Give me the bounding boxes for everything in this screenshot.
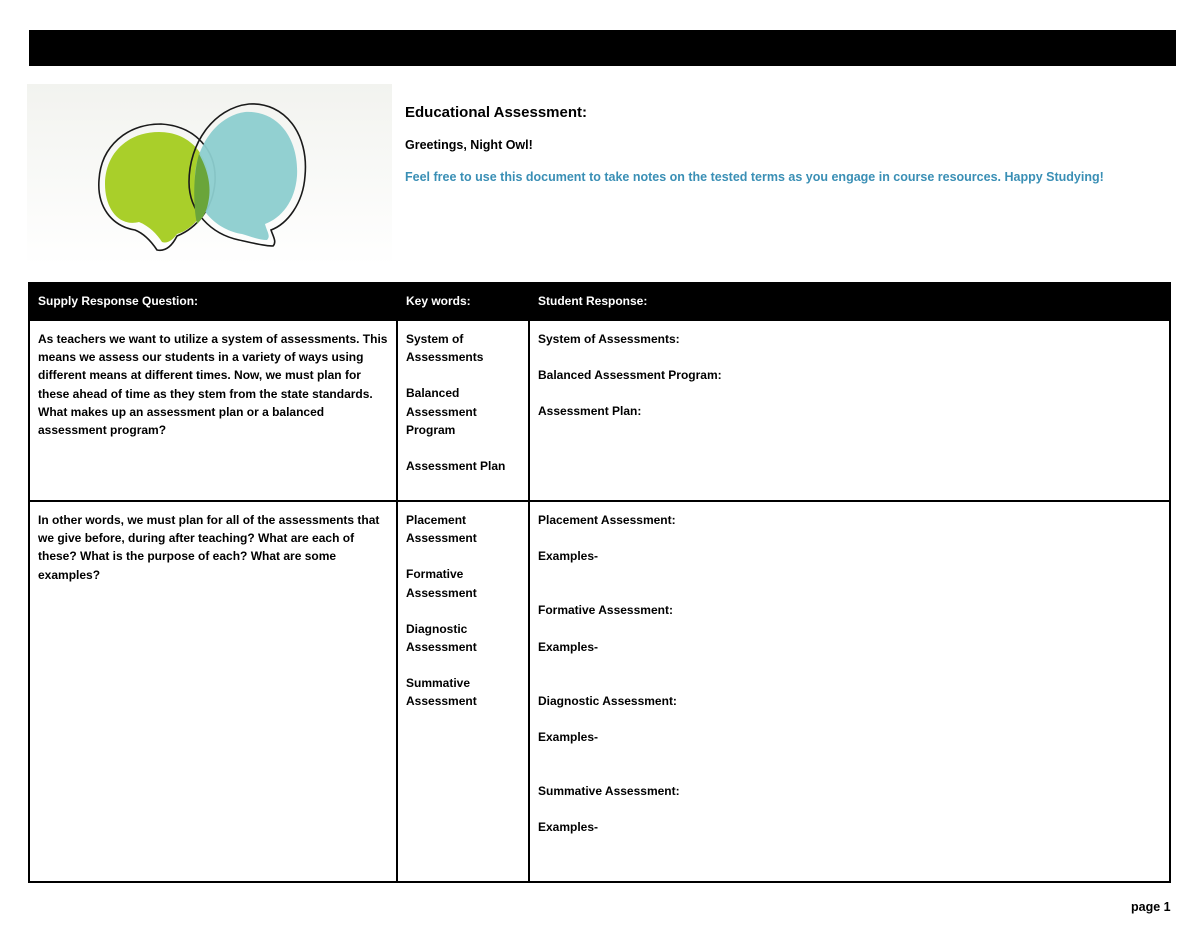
page-number: page 1 — [1131, 900, 1171, 914]
column-header-keywords: Key words: — [397, 282, 529, 320]
question-table — [28, 282, 1171, 883]
response-cell[interactable] — [529, 501, 1170, 882]
keyword: Summative Assessment — [406, 676, 477, 709]
response-label: Balanced Assessment Program: — [538, 368, 722, 383]
keywords-cell — [397, 320, 529, 501]
response-label: Placement Assessment: — [538, 513, 676, 527]
keyword: Balanced Assessment Program — [406, 386, 477, 437]
table-header-row — [29, 282, 1170, 320]
question-cell: In other words, we must plan for all of the assessments that we give before, during after teaching? What are each of these? What is the purpose of each? What are some examples? — [29, 501, 397, 882]
column-header-response: Student Response: — [529, 282, 1170, 320]
examples-label: Examples- — [538, 730, 599, 745]
intro-text: Feel free to use this document to take notes on the tested terms as you engage in course resources. Happy Studying! — [405, 170, 1104, 184]
keyword: Diagnostic Assessment — [406, 621, 477, 655]
greeting-text: Greetings, Night Owl! — [405, 138, 533, 152]
table-row — [29, 501, 1170, 882]
speech-bubbles-icon — [27, 84, 392, 266]
table-row — [29, 320, 1170, 501]
keyword: Formative Assessment — [406, 567, 477, 600]
response-cell[interactable] — [529, 320, 1170, 501]
response-label: System of Assessments: — [538, 332, 680, 346]
keywords-cell — [397, 501, 529, 882]
document-title: Educational Assessment: — [405, 104, 587, 121]
examples-label: Examples- — [538, 549, 599, 564]
examples-label: Examples- — [538, 820, 599, 835]
question-cell: As teachers we want to utilize a system of assessments. This means we assess our students in a variety of ways using different means at different times. Now, we must plan for these ahead of time as they stem from the state standards. What makes up an assessment plan or a balanced assessment program? — [29, 320, 397, 501]
response-label: Assessment Plan: — [538, 404, 642, 419]
keyword: Assessment Plan — [406, 459, 506, 474]
keyword: System of Assessments — [406, 332, 484, 365]
top-banner-bar — [29, 30, 1176, 66]
document-header — [405, 104, 1175, 184]
response-label: Diagnostic Assessment: — [538, 693, 677, 708]
speech-bubbles-logo — [27, 84, 392, 266]
response-label: Formative Assessment: — [538, 603, 673, 618]
column-header-question: Supply Response Question: — [29, 282, 397, 320]
response-label: Summative Assessment: — [538, 784, 680, 799]
keyword: Placement Assessment — [406, 513, 477, 546]
examples-label: Examples- — [538, 639, 599, 654]
